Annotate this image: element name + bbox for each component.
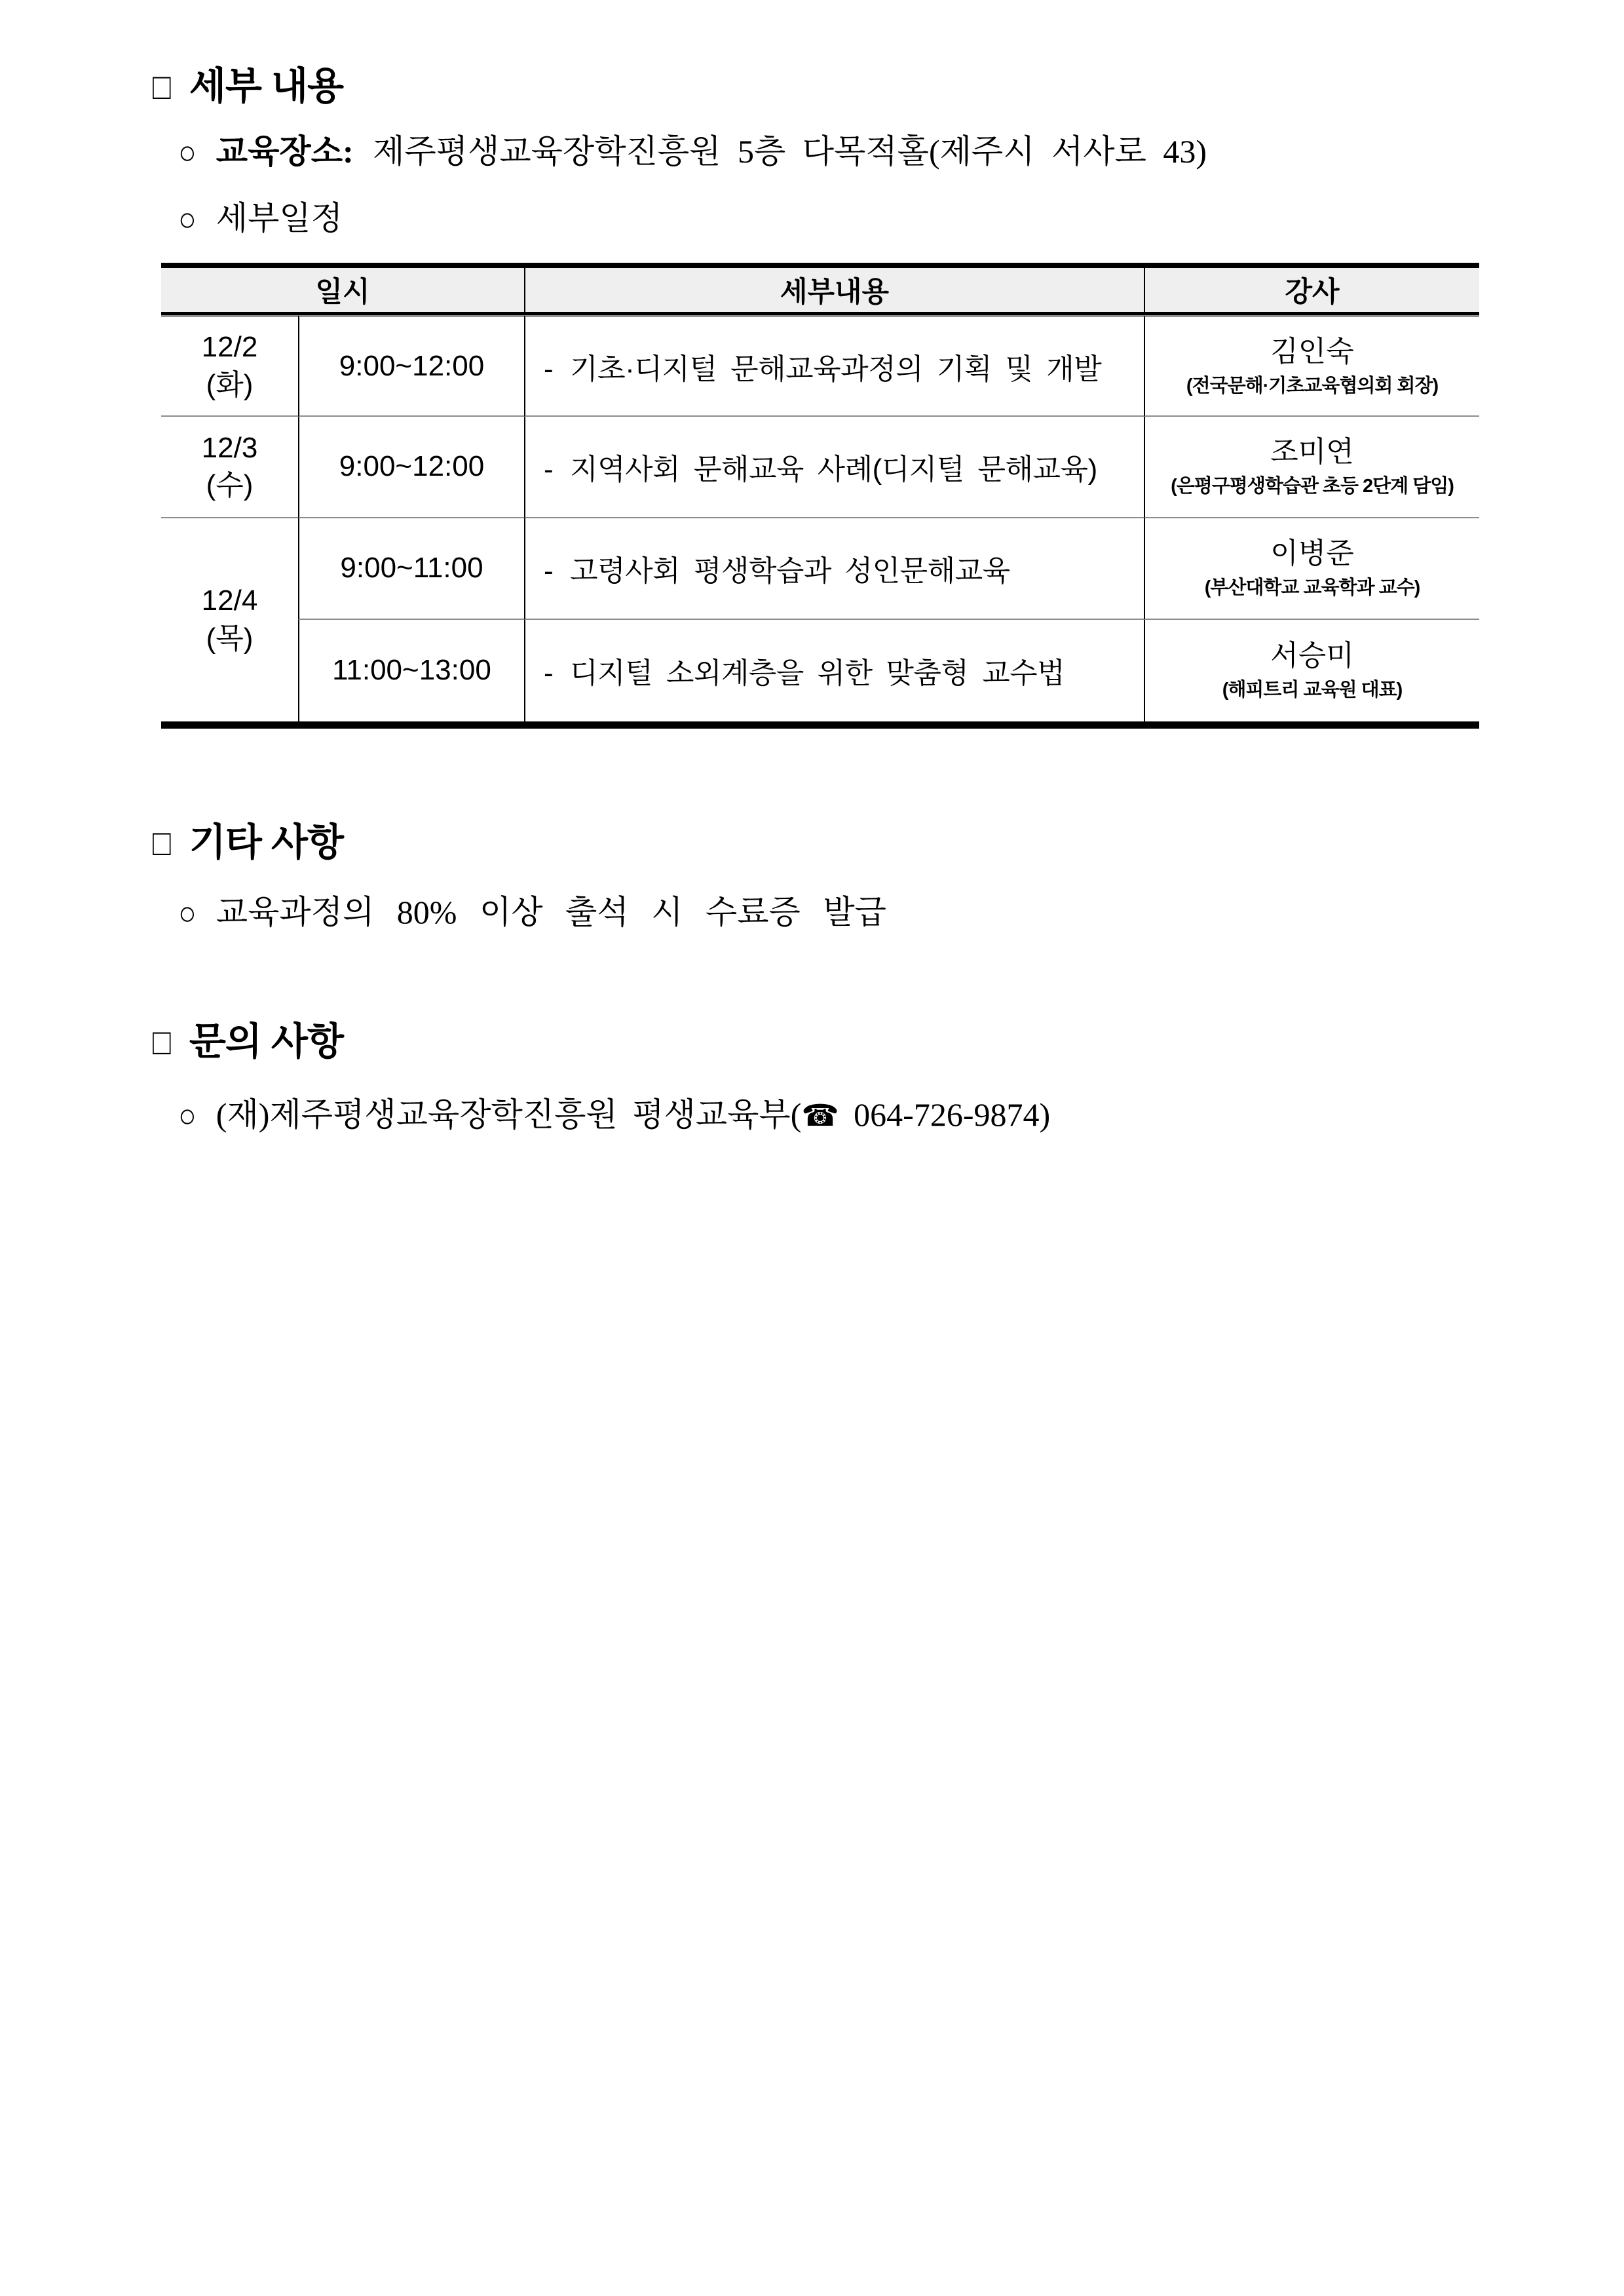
section-heading-etc [151, 819, 1483, 867]
content-cell [524, 417, 1144, 518]
circle-bullet-icon: ○ [178, 1096, 197, 1134]
table-row [161, 518, 1479, 620]
content-cell [524, 620, 1144, 721]
section-heading-detail [151, 63, 1483, 111]
time-cell: 9:00~12:00 [298, 417, 524, 518]
date-value: 12/2 [201, 331, 258, 364]
header-instructor: 강사 [1144, 268, 1479, 315]
location-line [216, 125, 1207, 178]
dash-marker: - [544, 353, 554, 385]
bullet-certificate [151, 886, 1483, 938]
section-heading-inquiry [151, 1018, 1483, 1066]
section-title-etc: 기타 사항 [189, 820, 344, 864]
square-bullet-icon: □ [152, 66, 170, 107]
section-title-inquiry: 문의 사항 [189, 1020, 344, 1063]
table-row [161, 315, 1479, 417]
day-value: (목) [206, 622, 254, 655]
location-label: 교육장소: [216, 132, 354, 170]
dash-marker: - [544, 555, 554, 587]
date-value: 12/3 [201, 431, 258, 464]
content-text: 고령사회 평생학습과 성인문해교육 [570, 555, 1010, 587]
bullet-schedule [151, 192, 1483, 244]
date-cell [161, 315, 298, 417]
instructor-name: 조미연 [1270, 436, 1354, 469]
content-cell [524, 518, 1144, 620]
bullet-contact [151, 1088, 1483, 1141]
square-bullet-icon: □ [152, 821, 170, 863]
time-cell: 9:00~11:00 [298, 518, 524, 620]
instructor-title: (전국문해·기초교육협의회 회장) [1186, 375, 1439, 396]
time-cell: 11:00~13:00 [298, 620, 524, 721]
location-text: 제주평생교육장학진흥원 5층 다목적홀(제주시 서사로 43) [373, 132, 1207, 170]
day-value: (화) [206, 368, 254, 401]
instructor-title: (은평구평생학습관 초등 2단계 담임) [1171, 476, 1454, 497]
contact-line [216, 1088, 1050, 1141]
day-value: (수) [206, 469, 254, 501]
instructor-name: 이병준 [1270, 537, 1354, 570]
circle-bullet-icon: ○ [178, 133, 197, 171]
contact-phone-number: 064-726-9874) [854, 1096, 1051, 1133]
table-row [161, 620, 1479, 721]
instructor-cell [1144, 417, 1479, 518]
table-header-row [161, 268, 1479, 315]
instructor-title: (해피트리 교육원 대표) [1222, 679, 1403, 701]
header-datetime: 일시 [161, 268, 524, 315]
date-cell [161, 518, 298, 721]
bullet-location [151, 125, 1483, 178]
circle-bullet-icon: ○ [178, 200, 197, 238]
instructor-cell [1144, 315, 1479, 417]
circle-bullet-icon: ○ [178, 894, 197, 932]
instructor-name: 김인숙 [1270, 335, 1354, 368]
date-value: 12/4 [201, 584, 258, 617]
dash-marker: - [544, 657, 554, 689]
time-cell: 9:00~12:00 [298, 315, 524, 417]
schedule-text: 세부일정 [216, 199, 343, 237]
square-bullet-icon: □ [152, 1021, 170, 1063]
instructor-cell [1144, 620, 1479, 721]
content-cell [524, 315, 1144, 417]
table-row [161, 417, 1479, 518]
content-text: 디지털 소외계층을 위한 맞춤형 교수법 [570, 657, 1065, 689]
header-content: 세부내용 [524, 268, 1144, 315]
contact-text: (재)제주평생교육장학진흥원 평생교육부( [216, 1096, 802, 1133]
date-cell [161, 417, 298, 518]
certificate-text: 교육과정의 80% 이상 출석 시 수료증 발급 [216, 894, 886, 930]
instructor-title: (부산대학교 교육학과 교수) [1204, 577, 1420, 599]
instructor-cell [1144, 518, 1479, 620]
content-text: 지역사회 문해교육 사례(디지털 문해교육) [570, 453, 1097, 486]
dash-marker: - [544, 453, 554, 486]
section-title-detail: 세부 내용 [189, 65, 344, 107]
schedule-table [161, 263, 1479, 729]
document-content [0, 0, 1624, 1141]
phone-icon: ☎ [801, 1097, 839, 1133]
content-text: 기초·디지털 문해교육과정의 기획 및 개발 [570, 353, 1102, 385]
instructor-name: 서승미 [1270, 640, 1354, 672]
